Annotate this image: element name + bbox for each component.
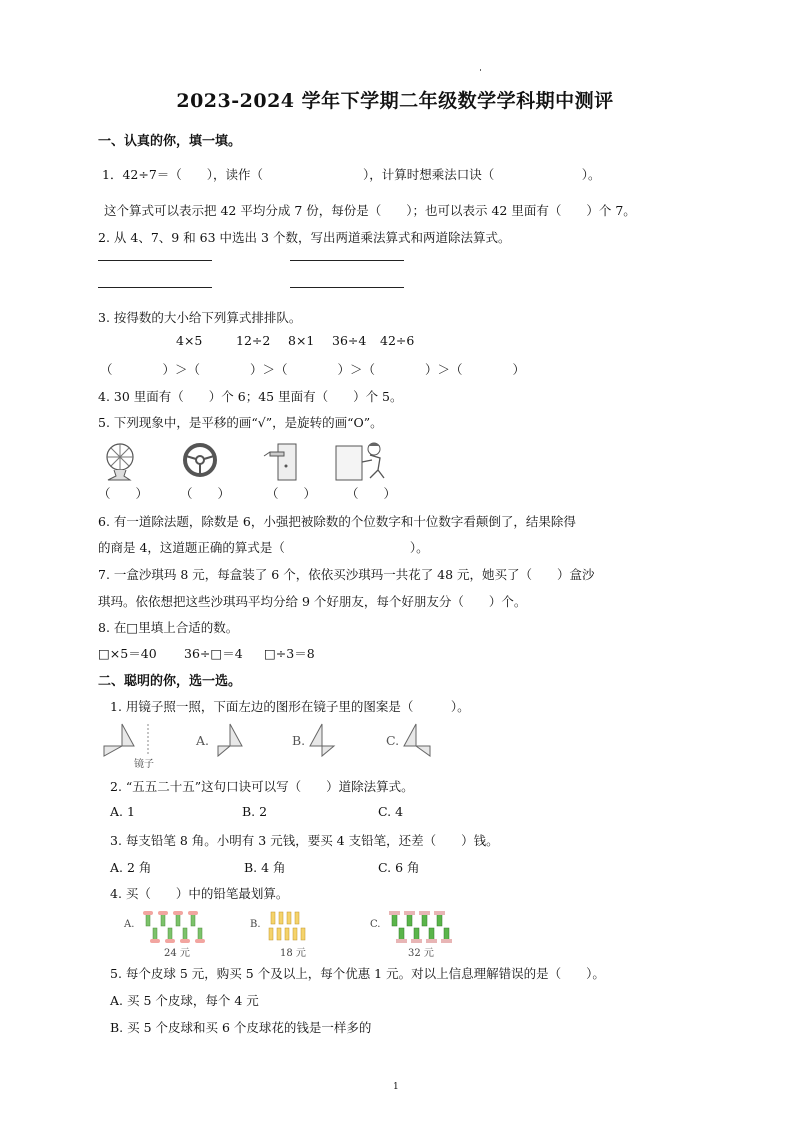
section-1-heading: 一、认真的你，填一填。 [98,134,242,149]
stray-dot [480,69,481,71]
q5-blank: （ ） [266,486,317,501]
option-c: C. [386,733,400,748]
q2-option: A. 1 [110,804,135,819]
s2-q3: 3. 每支铅笔 8 角。小明有 3 元钱，要买 4 支铅笔，还差（ ）钱。 [110,833,499,848]
q3-option: B. 4 角 [244,860,286,875]
pencil-option-b: B. [250,919,261,930]
q3-expr: 42÷6 [380,333,415,348]
q5-blank: （ ） [180,486,231,501]
option-c-shape-icon [398,722,438,767]
s1-q3: 3. 按得数的大小给下列算式排排队。 [98,310,302,325]
q5-option: A. 买 5 个皮球，每个 4 元 [110,993,259,1008]
s1-q1-line1: 1．42÷7＝（ ），读作（ ），计算时想乘法口诀（ ）。 [102,167,601,182]
q8-expr: □÷3＝8 [264,646,315,661]
option-a-shape-icon [208,722,248,762]
q5-blank: （ ） [98,486,149,501]
s1-q6-line1: 6. 有一道除法题，除数是 6，小强把被除数的个位数字和十位数字看颠倒了，结果除得 [98,514,576,529]
option-b-shape-icon [304,722,344,767]
s1-q4: 4. 30 里面有（ ）个 6；45 里面有（ ）个 5。 [98,389,403,404]
price-c: 32 元 [408,948,434,959]
page-title: 2023-2024 学年下学期二年级数学学科期中测评 [176,90,614,112]
section-2-heading: 二、聪明的你，选一选。 [98,674,242,689]
s2-q4: 4. 买（ ）中的铅笔最划算。 [110,886,289,901]
s1-q6-line2: 的商是 4，这道题正确的算式是（ ）。 [98,540,429,555]
boy-pushing-box-icon [334,440,390,485]
q3-expr: 4×5 [176,333,203,348]
q3-option: C. 6 角 [378,860,420,875]
price-a: 24 元 [164,948,190,959]
q3-expr: 36÷4 [332,333,367,348]
q3-order-blanks: （ ）＞（ ）＞（ ）＞（ ）＞（ ） [100,362,526,377]
q5-blank: （ ） [346,486,397,501]
s2-q5: 5. 每个皮球 5 元，购买 5 个及以上，每个优惠 1 元。对以上信息理解错误的是（ ）。 [110,966,605,981]
answer-line [290,260,404,261]
answer-line [290,287,404,288]
q3-option: A. 2 角 [110,860,152,875]
s1-q1-line2: 这个算式可以表示把 42 平均分成 7 份，每份是（ ）；也可以表示 42 里面有（ ）个 7。 [104,203,636,218]
q2-option: B. 2 [242,804,268,819]
answer-line [98,260,212,261]
q5-option: B. 买 5 个皮球和买 6 个皮球花的钱是一样多的 [110,1020,372,1035]
price-b: 18 元 [280,948,306,959]
q3-expr: 12÷2 [236,333,271,348]
q8-expr: □×5＝40 [98,646,157,661]
pencil-option-c: C. [370,919,381,930]
s1-q7-line2: 琪玛。依依想把这些沙琪玛平均分给 9 个好朋友，每个好朋友分（ ）个。 [98,594,527,609]
computer-disc-tray-icon [262,440,302,485]
s1-q5: 5. 下列现象中，是平移的画“√”，是旋转的画“O”。 [98,415,383,430]
pencil-group-b-icon [266,910,316,944]
pencil-group-c-icon [386,910,456,944]
s2-q1: 1. 用镜子照一照，下面左边的图形在镜子里的图案是（ ）。 [110,699,470,714]
s1-q2: 2. 从 4、7、9 和 63 中选出 3 个数，写出两道乘法算式和两道除法算式。 [98,230,511,245]
option-b: B. [292,733,306,748]
s1-q7-line1: 7. 一盒沙琪玛 8 元，每盒装了 6 个，依依买沙琪玛一共花了 48 元，她买了（ ）盒沙 [98,567,595,582]
option-a: A. [196,733,210,748]
pencil-group-a-icon [142,910,212,944]
answer-line [98,287,212,288]
fan-icon [100,440,140,485]
q8-expr: 36÷□＝4 [184,646,243,661]
pencil-option-a: A. [124,919,135,930]
mirror-label: 镜子 [134,759,154,770]
q2-option: C. 4 [378,804,404,819]
s1-q8: 8. 在□里填上合适的数。 [98,620,239,635]
s2-q2: 2. “五五二十五”这句口诀可以写（ ）道除法算式。 [110,779,414,794]
q3-expr: 8×1 [288,333,315,348]
steering-wheel-icon [180,440,220,485]
page-number: 1 [393,1082,399,1092]
